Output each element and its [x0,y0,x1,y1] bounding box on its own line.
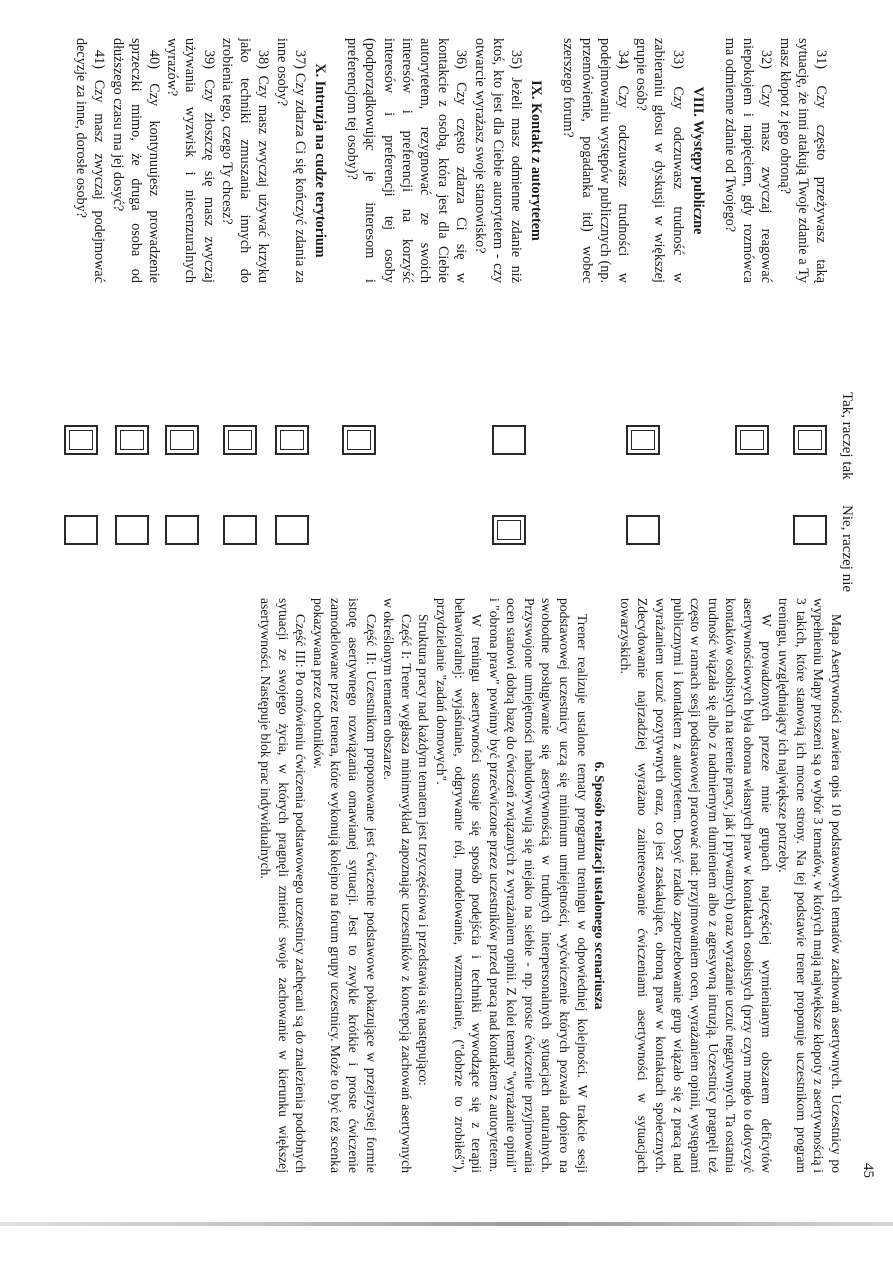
checkbox-q39-yes[interactable] [223,425,257,455]
question-34: 34) Czy odczuwasz trudności w podejmowaniu występów publicznych (np. przemówienie, pogadanka itd) wobec szerszego forum? [560,38,631,283]
question-35: 35) Jeżeli masz odmienne zdanie niż ktoś, kto jest dla Ciebie autorytetem - czy otwarcie wyrażasz swoje stanowisko? [471,38,524,283]
question-39: 39) Czy złoszczę się masz zwyczaj używania wyzwisk i niecenzuralnych wyrazów? [164,38,217,283]
checkbox-q31-yes[interactable] [793,425,827,455]
checkbox-q41-yes[interactable] [115,425,149,455]
scan-edge-line [0,1222,893,1226]
page-number: 45 [860,1163,876,1178]
checkbox-q32-yes[interactable] [735,425,769,455]
checkbox-q41b-yes[interactable] [64,425,98,455]
paragraph-part-1: Część I: Trener wygłasza minimwykład zapoznając uczestników z koncepcją zachowań asertywnych w określonym tematem obszarze. [381,598,414,1173]
checkbox-q41-no[interactable] [115,515,149,545]
checkbox-q36-yes[interactable] [342,425,376,455]
section-title-authority: IX. Kontakt z autorytetem [528,80,545,241]
question-38: 38) Czy masz zwyczaj używać krzyku jako techniki zmuszania innych do zrobienia tego, czego Ty chcesz? [218,38,272,283]
paragraph-part-3: Część III: Po omówieniu ćwiczenia podstawowego uczestnicy zachęcani są do znalezienia podobnych sytuacji ze swojego życia, w których pragnęli zmienić swoje zachowanie w kierunku większej asertywności. Następuje blok prac indywidualnych. [258,598,309,1173]
checkbox-q31-no[interactable] [793,515,827,545]
question-32: 32) Czy masz zwyczaj reagować niepokojem i napięciem, gdy rozmówca ma odmienne zdanie od Twojego? [721,38,775,283]
body-text-column [256,598,845,1173]
paragraph-trainer-realizes: Trener realizuje ustalone tematy programu treningu w odpowiedniej kolejności. W trakcie sesji podstawowej uczestnicy uczą się minimum umiejętności, wyćwiczenie których pozwala dopiero na swobodne posługiwanie się asertywnością w trudnych interpersonalnych sytuacjach naturalnych. Przyswojone umiejętności nabudowywują się niejako na siebie - np. proste ćwiczenie przyjmowania ocen stanowi dobrą bazę do ćwiczeń związanych z wyrażaniem opinii. Z kolei tematy "wyrażanie opinii" i "obrona praw" powinny być przećwiczone przez uczestników przed pracą nad kontaktem z autorytetem. [486,598,590,1173]
paragraph-behavioral-therapy: W treningu asertywności stosuje się sposób podejścia i techniki wywodzące się z terapii behawioralnej: wyjaśnianie, odgrywanie ról, modelowanie, wzmacnianie, ("dobrze to zrobiłeś"), przydzielanie "zadań domowych". [433,598,485,1173]
question-36: 36) Czy często zdarza Ci się w kontakcie z osobą, która jest dla Ciebie autorytetem, rezygnować ze swoich interesów i preferencji na korzyść interesów i preferencji tej osoby (podporządkowując je interesom i preferencjom tej osoby)? [344,38,470,283]
paragraph-assertiveness-map: Mapa Asertywności zawiera opis 10 podstawowych tematów zachowań asertywnych. Uczestnicy po wypełnieniu Mapy proszeni są o wybór 3 tematów, w których mają największe kłopoty z asertywnością i 3 takich, które stanowią ich mocne strony. Na tej podstawie trener proponuje uczestnikom program treningu, uwzględniający ich największe potrzeby. [776,598,844,1173]
question-33: 33) Czy odczuwasz trudność w zabieraniu głosu w dyskusji w większej grupie osób? [633,38,686,283]
checkbox-q33-yes[interactable] [626,425,660,455]
checkbox-q41b-no[interactable] [64,515,98,545]
checkbox-q38-yes[interactable] [275,425,309,455]
checkbox-q40-yes[interactable] [165,425,199,455]
question-41: 41) Czy masz zwyczaj podejmować decyzje za inne, dorosłe osoby? [73,38,108,283]
question-40: 40) Czy kontynuujesz prowadzenie sprzeczki mimo, że druga osoba od dłuższego czasu ma jej dosyć? [109,38,163,283]
question-37: 37) Czy zdarza Ci się kończyć zdania za inne osoby? [273,38,308,283]
column-header-yes: Tak, raczej tak [839,392,855,480]
paragraph-deficits: W prowadzonych przeze mnie grupach najczęściej wymienianym obszarem deficytów asertywnościowych była obrona własnych praw w kontaktach osobistych (przy czym mogło to dotyczyć kontaktów osobistych na terenie pracy, jak i prywatnych) oraz wyrażanie uczuć negatywnych. Ta ostatnia trudność wiązała się albo z nadmiernym tłumieniem albo z agresywną intruzją. Uczestnicy pragnęli też często w ramach sesji podstawowej pracować nad: przyjmowaniem ocen, wyrażaniem opinii, występami publicznymi i kontaktem z autorytetem. Dosyć rzadko zapotrzebowanie grup wiązało się z pracą nad wyrażaniem uczuć pozytywnych oraz, co jest zaskakujące, obroną praw w kontaktach społecznych. Zdecydowanie najrzadziej wyrażano zainteresowanie ćwiczeniami asertywności w sytuacjach towarzyskich. [617,598,774,1173]
checkbox-q39-no[interactable] [223,515,257,545]
checkbox-q38-no[interactable] [275,515,309,545]
paragraph-part-2: Część II: Uczestnikom proponowane jest ćwiczenie podstawowe pokazujące w przejrzystej formie istotę asertywnego rozwiązania omawianej sytuacji. Jest to zwykle krótkie i proste ćwiczenie zamodelowane przez trenera, które wykonują kolejno na forum grupy uczestnicy. Może to być też scenka pokazywana przez ochotników. [310,598,379,1173]
paragraph-structure: Struktura pracy nad każdym tematem jest trzyczęściowa i przedstawia się następująco: [416,614,432,1086]
checkbox-q40-no[interactable] [165,515,199,545]
questionnaire-column [72,38,830,283]
checkbox-q35-yes[interactable] [492,425,526,455]
checkbox-q35-no[interactable] [492,515,526,545]
section-title-intrusion: X. Intruzja na cudze terytorium [311,63,328,258]
section-title-scenario: 6. Sposób realizacji ustalonego scenariusza [592,761,608,1010]
question-31: 31) Czy często przeżywasz taką sytuację, że inni atakują Twoje zdanie a Ty masz kłopot z jego obroną? [776,38,829,283]
checkbox-q33-no[interactable] [626,515,660,545]
section-title-public-speaking: VIII. Występy publiczne [689,86,706,235]
column-header-no: Nie, raczej nie [839,505,855,593]
